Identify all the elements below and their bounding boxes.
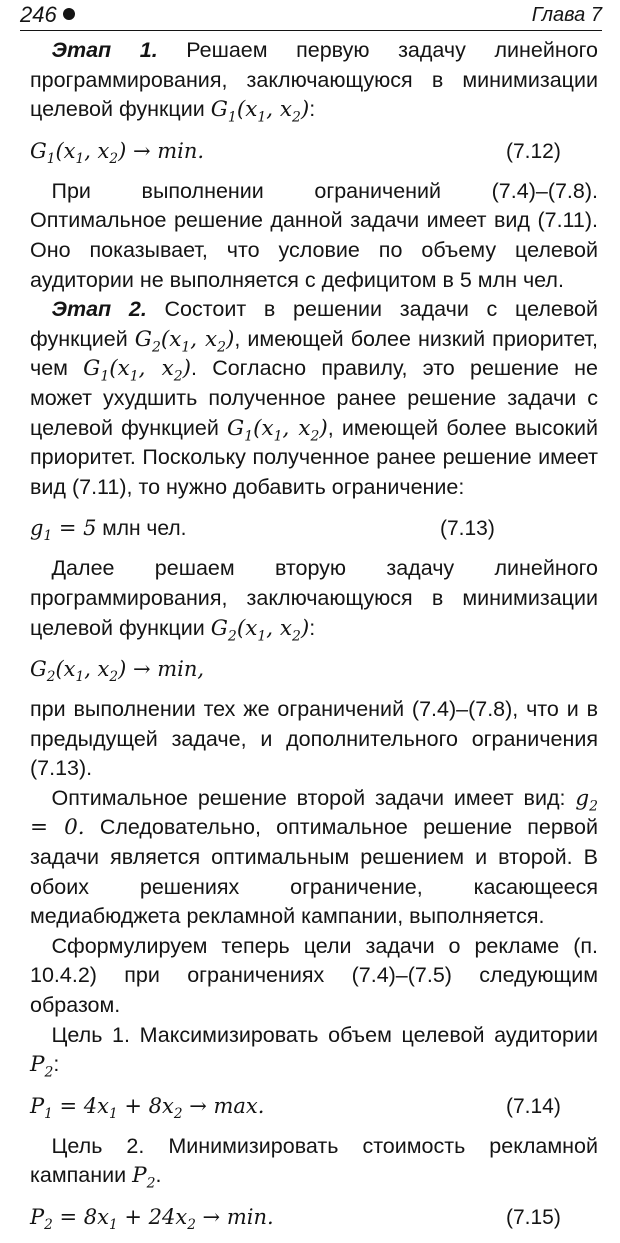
- paragraph-formulate: Сформулируем теперь цели задачи о рекламе (п. 10.4.2) при ограничениях (7.4)–(7.5) следующим образом.: [30, 933, 598, 1018]
- paragraph-goal-1: Цель 1. Максимизировать объем целевой аудитории $P_2$:: [30, 1022, 598, 1081]
- equation-expression: $P_2 = 8x_1 + 24x_2 \to \min$.: [30, 1205, 274, 1234]
- paragraph-goal-2: Цель 2. Минимизировать стоимость рекламной кампании $P_2$.: [30, 1133, 598, 1192]
- equation-7-13: [30, 514, 598, 544]
- equation-7-15: [30, 1203, 598, 1233]
- equation-number: (7.14): [506, 1094, 561, 1118]
- formula-g1: $G_1(x_1$, $x_2$): [210, 97, 310, 126]
- equation-expression: $G_1(x_1$, $x_2) \to \min$.: [30, 138, 205, 167]
- page-header: [20, 2, 602, 31]
- paragraph-stage-1: Этап 1. Решаем первую задачу линейного программирования, заключающуюся в минимизации целевой функции $G_1(x_1$, $x_2$):: [30, 38, 598, 126]
- stage-1-label: Этап 1.: [51, 38, 158, 62]
- page-body: [30, 36, 598, 1243]
- equation-expression: $G_2(x_1$, $x_2) \to \min$,: [30, 657, 205, 686]
- chapter-title: Глава 7: [531, 4, 602, 26]
- equation-expression: $g_1 = 5$ млн чел.: [30, 516, 187, 545]
- page-number: 246: [20, 2, 75, 28]
- equation-expression: $P_1 = 4x_1 + 8x_2 \to \max$.: [30, 1093, 265, 1122]
- bullet-icon: [63, 8, 75, 20]
- paragraph-stage-2: Этап 2. Состоит в решении задачи с целевой функцией $G_2(x_1$, $x_2$), имеющей более низкий приоритет, чем $G_1(x_1$, $x_2$). Согласно правилу, это решение не может ухудшить полученное ранее решение задачи с целевой функцией $G_1(x_1$, $x_2$), имеющей более высокий приоритет. Поскольку полученное ранее решение имеет вид (7.11), то нужно добавить ограничение:: [30, 297, 599, 499]
- equation-g2-min: [30, 655, 598, 685]
- equation-7-12: [30, 137, 598, 167]
- equation-number: (7.13): [440, 517, 495, 541]
- stage-2-label: Этап 2.: [51, 297, 147, 322]
- equation-7-14: [30, 1092, 598, 1122]
- equation-number: (7.15): [506, 1206, 561, 1229]
- equation-number: (7.12): [506, 139, 561, 163]
- paragraph-constraints: При выполнении ограничений (7.4)–(7.8). Оптимальное решение данной задачи имеет вид (7.11). Оно показывает, что условие по объему целевой аудитории не выполняется с дефицитом в 5 млн чел.: [30, 178, 598, 292]
- paragraph-optimal: Оптимальное решение второй задачи имеет вид: $g_2 = 0$. Следовательно, оптимальное решение первой задачи является оптимальным решением и второй. В обоих решениях ограничение, касающееся медиабюджета рекламной кампании, выполняется.: [30, 785, 598, 929]
- paragraph-second-task: Далее решаем вторую задачу линейного программирования, заключающуюся в минимизации целевой функции $G_2(x_1$, $x_2$):: [30, 556, 598, 644]
- paragraph-same-constraints: при выполнении тех же ограничений (7.4)–(7.8), что и в предыдущей задаче, и дополнительного ограничения (7.13).: [30, 697, 598, 781]
